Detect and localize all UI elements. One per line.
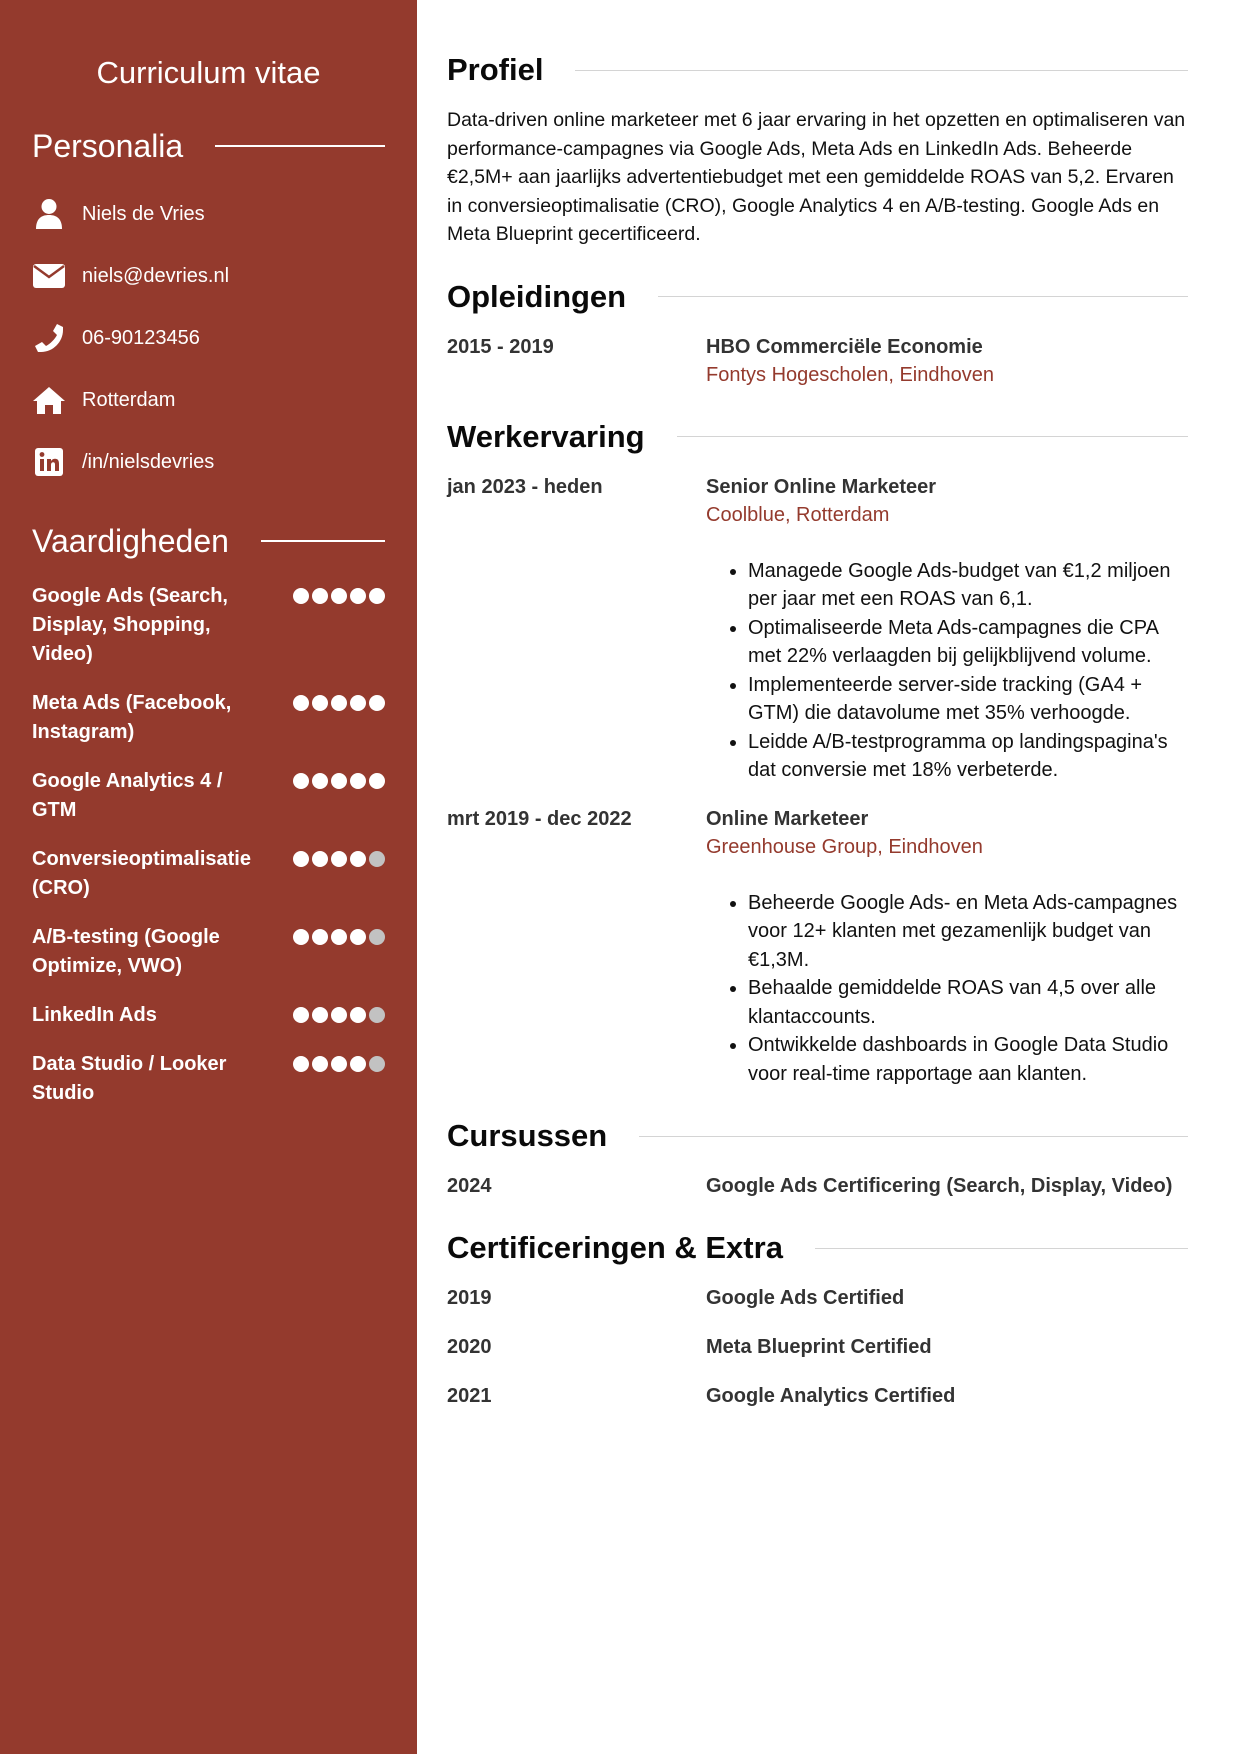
rating-dot-empty bbox=[369, 1007, 385, 1023]
rating-dot-filled bbox=[312, 929, 328, 945]
contact-phone[interactable] bbox=[32, 307, 385, 369]
entry-company: Greenhouse Group, Eindhoven bbox=[706, 835, 983, 858]
heading-divider bbox=[677, 436, 1188, 437]
rating-dot-filled bbox=[331, 851, 347, 867]
contact-location-text: Rotterdam bbox=[82, 388, 176, 411]
education-entry bbox=[447, 333, 1188, 389]
home-icon bbox=[32, 383, 66, 417]
rating-dot-filled bbox=[350, 1007, 366, 1023]
rating-dot-filled bbox=[331, 929, 347, 945]
skill-item bbox=[32, 923, 385, 981]
list-item: • Leidde A/B-testprogramma op landingspagina's dat conversie met 18% verbeterde. bbox=[748, 728, 1188, 785]
heading-divider bbox=[215, 145, 385, 147]
rating-dot-filled bbox=[312, 851, 328, 867]
skill-rating bbox=[293, 767, 385, 789]
rating-dot-filled bbox=[312, 695, 328, 711]
skill-rating bbox=[293, 845, 385, 867]
heading-divider bbox=[658, 296, 1188, 297]
entry-date: 2019 bbox=[447, 1287, 492, 1309]
rating-dot-empty bbox=[369, 1056, 385, 1072]
bullet-list bbox=[706, 889, 1188, 1089]
entry-title: Senior Online Marketeer bbox=[706, 475, 937, 498]
rating-dot-filled bbox=[331, 773, 347, 789]
personalia-heading bbox=[32, 126, 385, 166]
experience-entry bbox=[447, 805, 1188, 1089]
entry-title: HBO Commerciële Economie bbox=[706, 335, 983, 358]
sidebar bbox=[0, 0, 417, 1754]
profile-heading-label: Profiel bbox=[447, 52, 544, 87]
entry-date: mrt 2019 - dec 2022 bbox=[447, 807, 632, 830]
heading-divider bbox=[639, 1136, 1188, 1137]
skills-heading bbox=[32, 519, 385, 563]
entry-body bbox=[706, 805, 1188, 1089]
rating-dot-filled bbox=[293, 851, 309, 867]
list-item: • Beheerde Google Ads- en Meta Ads-campagnes voor 12+ klanten met gezamenlijk budget van €1,3M. bbox=[748, 889, 1188, 975]
skill-rating bbox=[293, 1001, 385, 1023]
entry-body bbox=[706, 333, 1188, 389]
list-item: • Ontwikkelde dashboards in Google Data Studio voor real-time rapportage aan klanten. bbox=[748, 1031, 1188, 1088]
entry-title: Google Ads Certificering (Search, Display, Video) bbox=[706, 1175, 1173, 1197]
linkedin-icon bbox=[32, 445, 66, 479]
entry-title: Online Marketeer bbox=[706, 807, 869, 830]
entry-body bbox=[706, 473, 1188, 785]
skill-item bbox=[32, 689, 385, 747]
skill-name: Data Studio / Looker Studio bbox=[32, 1053, 227, 1104]
rating-dot-filled bbox=[350, 695, 366, 711]
envelope-icon bbox=[32, 259, 66, 293]
certification-entry bbox=[447, 1382, 1188, 1410]
skill-rating bbox=[293, 923, 385, 945]
entry-date: 2021 bbox=[447, 1385, 492, 1407]
entry-date: 2020 bbox=[447, 1336, 492, 1358]
skill-name: A/B-testing (Google Optimize, VWO) bbox=[32, 926, 220, 977]
rating-dot-empty bbox=[369, 851, 385, 867]
entry-body bbox=[706, 1284, 1188, 1312]
rating-dot-filled bbox=[331, 588, 347, 604]
entry-date: 2024 bbox=[447, 1175, 492, 1197]
contact-phone-text: 06-90123456 bbox=[82, 326, 200, 349]
contact-email-text: niels@devries.nl bbox=[82, 264, 230, 287]
rating-dot-filled bbox=[293, 1056, 309, 1072]
contact-name-text: Niels de Vries bbox=[82, 202, 205, 225]
rating-dot-filled bbox=[312, 773, 328, 789]
skill-item bbox=[32, 767, 385, 825]
rating-dot-filled bbox=[312, 1056, 328, 1072]
education-heading bbox=[447, 279, 1188, 315]
contact-location bbox=[32, 369, 385, 431]
entry-date: 2015 - 2019 bbox=[447, 335, 554, 358]
heading-divider bbox=[575, 70, 1188, 71]
user-icon bbox=[32, 197, 66, 231]
rating-dot-filled bbox=[293, 1007, 309, 1023]
contact-linkedin-text: /in/nielsdevries bbox=[82, 450, 215, 473]
heading-divider bbox=[815, 1248, 1188, 1249]
list-item: • Implementeerde server-side tracking (GA4 + GTM) die datavolume met 35% verhoogde. bbox=[748, 671, 1188, 728]
main-content bbox=[447, 0, 1188, 1410]
entry-title: Google Analytics Certified bbox=[706, 1385, 956, 1407]
skill-name: Conversieoptimalisatie (CRO) bbox=[32, 848, 251, 899]
rating-dot-filled bbox=[350, 588, 366, 604]
skill-item bbox=[32, 845, 385, 903]
certifications-heading-label: Certificeringen & Extra bbox=[447, 1230, 783, 1265]
entry-body bbox=[706, 1333, 1188, 1361]
skill-item bbox=[32, 582, 385, 669]
entry-company: Coolblue, Rotterdam bbox=[706, 503, 890, 526]
entry-title: Meta Blueprint Certified bbox=[706, 1336, 932, 1358]
rating-dot-filled bbox=[369, 588, 385, 604]
certifications-heading bbox=[447, 1230, 1188, 1266]
skill-rating bbox=[293, 582, 385, 604]
cv-title: Curriculum vitae bbox=[96, 55, 321, 90]
bullet-list bbox=[706, 557, 1188, 785]
contact-linkedin[interactable] bbox=[32, 431, 385, 493]
profile-heading bbox=[447, 52, 1188, 88]
rating-dot-filled bbox=[369, 773, 385, 789]
rating-dot-empty bbox=[369, 929, 385, 945]
rating-dot-filled bbox=[350, 773, 366, 789]
rating-dot-filled bbox=[369, 695, 385, 711]
rating-dot-filled bbox=[293, 929, 309, 945]
skill-name: Google Ads (Search, Display, Shopping, Video) bbox=[32, 585, 228, 665]
courses-heading bbox=[447, 1118, 1188, 1154]
rating-dot-filled bbox=[350, 851, 366, 867]
rating-dot-filled bbox=[331, 695, 347, 711]
skill-name: Meta Ads (Facebook, Instagram) bbox=[32, 692, 232, 743]
rating-dot-filled bbox=[331, 1007, 347, 1023]
education-heading-label: Opleidingen bbox=[447, 278, 627, 314]
rating-dot-filled bbox=[350, 1056, 366, 1072]
skill-rating bbox=[293, 1050, 385, 1072]
experience-entry bbox=[447, 473, 1188, 785]
experience-heading bbox=[447, 419, 1188, 455]
entry-body bbox=[706, 1172, 1188, 1200]
entry-institution: Fontys Hogescholen, Eindhoven bbox=[706, 363, 994, 386]
skill-rating bbox=[293, 689, 385, 711]
profile-text: Data-driven online marketeer met 6 jaar ervaring in het opzetten en optimaliseren van performance-campagnes via Google Ads, Meta Ads en LinkedIn Ads. Beheerde €2,5M+ aan jaarlijks advertentiebudget met een gemiddelde ROAS van 5,2. Ervaren in conversieoptimalisatie (CRO), Google Analytics 4 en A/B-testing. Google Ads en Meta Blueprint gecertificeerd. bbox=[447, 109, 1186, 245]
personalia-heading-label: Personalia bbox=[32, 127, 184, 164]
skills-heading-label: Vaardigheden bbox=[32, 522, 229, 559]
heading-divider bbox=[261, 540, 385, 542]
rating-dot-filled bbox=[293, 773, 309, 789]
rating-dot-filled bbox=[312, 588, 328, 604]
list-item: • Managede Google Ads-budget van €1,2 miljoen per jaar met een ROAS van 6,1. bbox=[748, 557, 1188, 614]
experience-heading-label: Werkervaring bbox=[447, 418, 645, 454]
course-entry bbox=[447, 1172, 1188, 1200]
entry-date: jan 2023 - heden bbox=[447, 475, 603, 498]
certification-entry bbox=[447, 1333, 1188, 1361]
contact-name bbox=[32, 183, 385, 245]
certification-entry bbox=[447, 1284, 1188, 1312]
skill-list bbox=[32, 582, 385, 1108]
phone-icon bbox=[32, 321, 66, 355]
entry-body bbox=[706, 1382, 1188, 1410]
skill-item bbox=[32, 1001, 385, 1030]
skill-name: LinkedIn Ads bbox=[32, 1004, 157, 1026]
list-item: • Optimaliseerde Meta Ads-campagnes die CPA met 22% verlaagden bij gelijkblijvend volume. bbox=[748, 614, 1188, 671]
entry-title: Google Ads Certified bbox=[706, 1287, 905, 1309]
skill-item bbox=[32, 1050, 385, 1108]
skill-name: Google Analytics 4 / GTM bbox=[32, 770, 223, 821]
rating-dot-filled bbox=[312, 1007, 328, 1023]
rating-dot-filled bbox=[331, 1056, 347, 1072]
rating-dot-filled bbox=[293, 695, 309, 711]
contact-list bbox=[32, 183, 385, 493]
rating-dot-filled bbox=[293, 588, 309, 604]
rating-dot-filled bbox=[350, 929, 366, 945]
courses-heading-label: Cursussen bbox=[447, 1118, 608, 1153]
contact-email[interactable] bbox=[32, 245, 385, 307]
list-item: • Behaalde gemiddelde ROAS van 4,5 over alle klantaccounts. bbox=[748, 974, 1188, 1031]
